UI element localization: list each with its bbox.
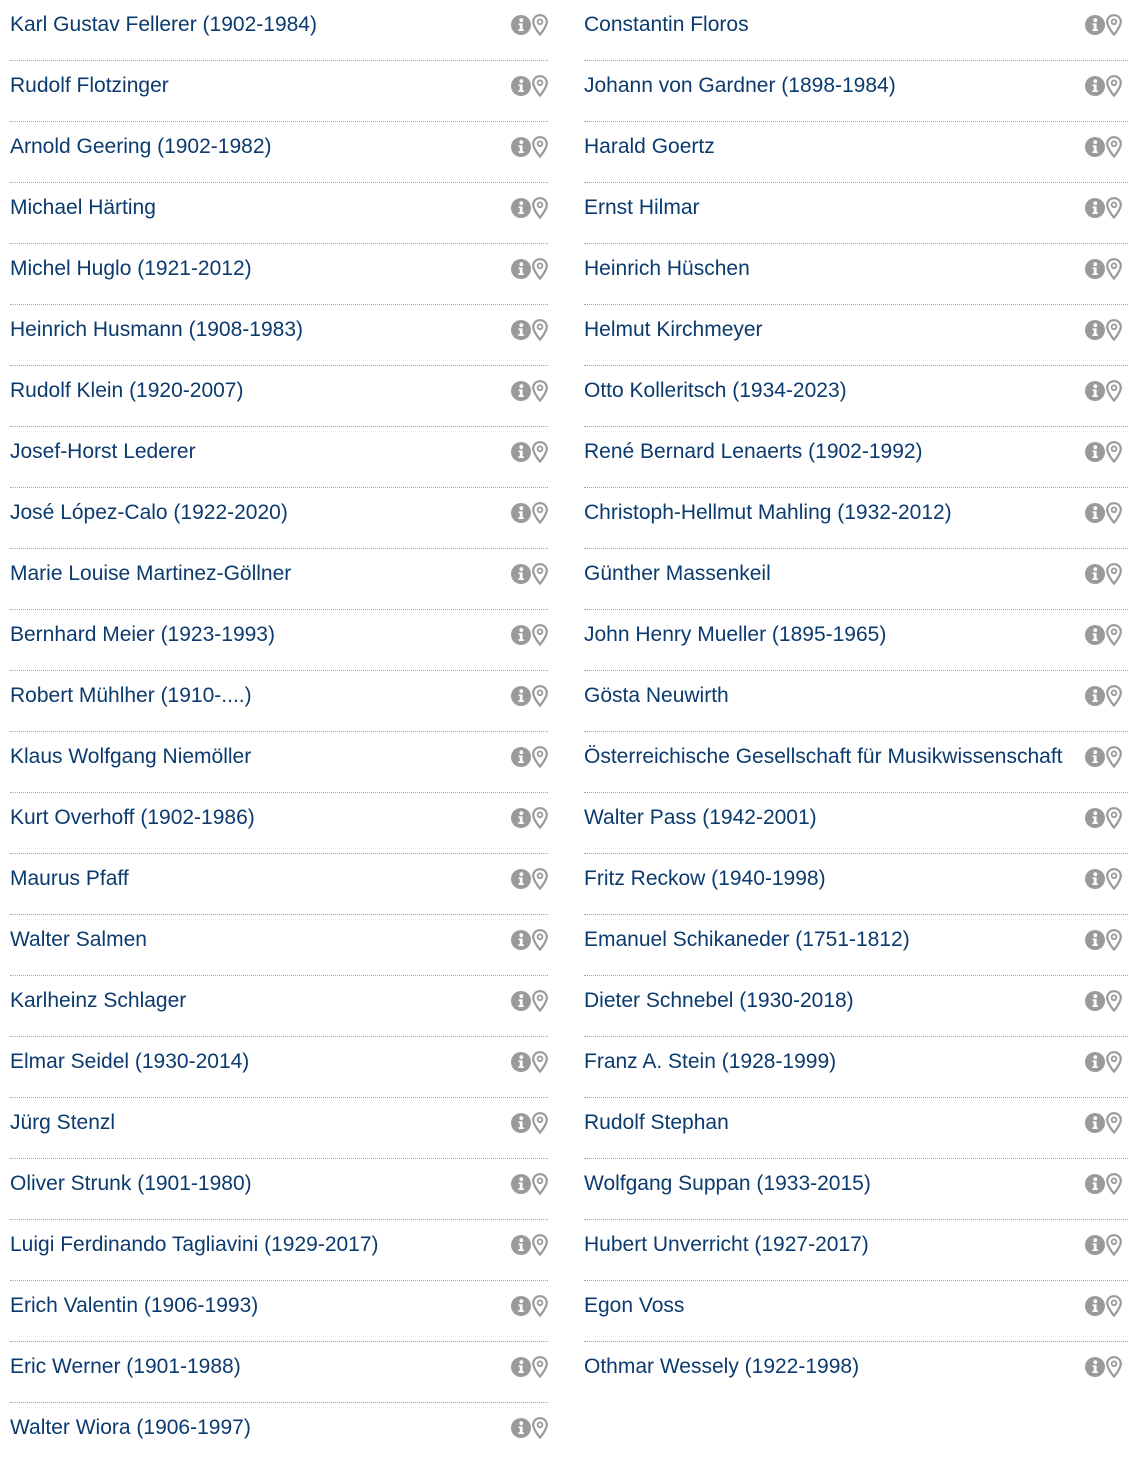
person-name-link[interactable]: Elmar Seidel (1930-2014) — [10, 1050, 250, 1073]
person-name-link[interactable]: Österreichische Gesellschaft für Musikwissenschaft — [584, 745, 1063, 768]
row-actions — [1085, 990, 1122, 1012]
row-actions — [511, 1112, 548, 1134]
person-name-link[interactable]: Emanuel Schikaneder (1751-1812) — [584, 928, 910, 951]
map-pin-icon[interactable] — [532, 807, 548, 829]
person-name-link[interactable]: Kurt Overhoff (1902-1986) — [10, 806, 255, 829]
info-circle-icon[interactable] — [1085, 869, 1105, 889]
person-name-link[interactable]: Christoph-Hellmut Mahling (1932-2012) — [584, 501, 952, 524]
person-name-link[interactable]: Gösta Neuwirth — [584, 684, 729, 707]
info-circle-icon[interactable] — [1085, 259, 1105, 279]
info-circle-icon[interactable] — [1085, 198, 1105, 218]
row-actions — [511, 136, 548, 158]
person-name-link[interactable]: Josef-Horst Lederer — [10, 440, 196, 463]
row-actions — [511, 563, 548, 585]
row-actions — [1085, 1356, 1122, 1378]
list-item — [10, 427, 548, 488]
info-circle-icon[interactable] — [1085, 564, 1105, 584]
person-name-link[interactable]: Ernst Hilmar — [584, 196, 700, 219]
row-actions — [511, 929, 548, 951]
list-item — [10, 610, 548, 671]
map-pin-icon[interactable] — [532, 441, 548, 463]
person-name-link[interactable]: Otto Kolleritsch (1934-2023) — [584, 379, 847, 402]
map-pin-icon[interactable] — [1106, 14, 1122, 36]
map-pin-icon[interactable] — [1106, 868, 1122, 890]
list-item — [584, 366, 1128, 427]
list-item — [584, 793, 1128, 854]
row-actions — [1085, 441, 1122, 463]
list-item — [584, 976, 1128, 1037]
person-name-link[interactable]: Walter Salmen — [10, 928, 147, 951]
row-actions — [511, 14, 548, 36]
info-circle-icon[interactable] — [1085, 503, 1105, 523]
info-circle-icon[interactable] — [1085, 1296, 1105, 1316]
row-actions — [511, 1051, 548, 1073]
list-item — [584, 732, 1128, 793]
person-name-link[interactable]: Heinrich Husmann (1908-1983) — [10, 318, 303, 341]
list-item — [10, 976, 548, 1037]
row-actions — [511, 1295, 548, 1317]
row-actions — [511, 441, 548, 463]
person-name-link[interactable]: Walter Pass (1942-2001) — [584, 806, 817, 829]
info-circle-icon[interactable] — [511, 1357, 531, 1377]
list-item — [584, 122, 1128, 183]
row-actions — [511, 502, 548, 524]
row-actions — [1085, 75, 1122, 97]
info-circle-icon[interactable] — [1085, 1174, 1105, 1194]
map-pin-icon[interactable] — [532, 319, 548, 341]
person-name-link[interactable]: José López-Calo (1922-2020) — [10, 501, 288, 524]
row-actions — [1085, 929, 1122, 951]
map-pin-icon[interactable] — [532, 258, 548, 280]
map-pin-icon[interactable] — [532, 1173, 548, 1195]
list-item — [10, 671, 548, 732]
left-person-list — [10, 0, 548, 1464]
info-circle-icon[interactable] — [511, 503, 531, 523]
person-name-link[interactable]: Michel Huglo (1921-2012) — [10, 257, 252, 280]
map-pin-icon[interactable] — [1106, 258, 1122, 280]
list-item — [10, 854, 548, 915]
person-name-link[interactable]: Robert Mühlher (1910-....) — [10, 684, 252, 707]
info-circle-icon[interactable] — [511, 1235, 531, 1255]
map-pin-icon[interactable] — [532, 746, 548, 768]
row-actions — [511, 746, 548, 768]
info-circle-icon[interactable] — [1085, 1235, 1105, 1255]
person-name-link[interactable]: Jürg Stenzl — [10, 1111, 116, 1134]
list-item — [584, 549, 1128, 610]
row-actions — [1085, 746, 1122, 768]
person-name-link[interactable]: Maurus Pfaff — [10, 867, 129, 890]
list-item — [10, 1281, 548, 1342]
map-pin-icon[interactable] — [532, 197, 548, 219]
info-circle-icon[interactable] — [1085, 76, 1105, 96]
map-pin-icon[interactable] — [1106, 807, 1122, 829]
map-pin-icon[interactable] — [1106, 1051, 1122, 1073]
row-actions — [1085, 136, 1122, 158]
person-name-link[interactable]: Egon Voss — [584, 1294, 685, 1317]
info-circle-icon[interactable] — [511, 320, 531, 340]
info-circle-icon[interactable] — [511, 869, 531, 889]
info-circle-icon[interactable] — [1085, 1113, 1105, 1133]
row-actions — [511, 685, 548, 707]
map-pin-icon[interactable] — [1106, 441, 1122, 463]
row-actions — [511, 319, 548, 341]
list-item — [10, 183, 548, 244]
list-item — [10, 0, 548, 61]
map-pin-icon[interactable] — [1106, 746, 1122, 768]
row-actions — [1085, 563, 1122, 585]
person-name-link[interactable]: Bernhard Meier (1923-1993) — [10, 623, 275, 646]
list-item — [10, 305, 548, 366]
info-circle-icon[interactable] — [511, 137, 531, 157]
person-name-link[interactable]: Michael Härting — [10, 196, 156, 219]
list-item — [584, 1342, 1128, 1403]
info-circle-icon[interactable] — [1085, 1052, 1105, 1072]
row-actions — [1085, 624, 1122, 646]
row-actions — [1085, 685, 1122, 707]
row-actions — [1085, 1173, 1122, 1195]
row-actions — [511, 75, 548, 97]
row-actions — [1085, 1051, 1122, 1073]
info-circle-icon[interactable] — [511, 991, 531, 1011]
person-name-link[interactable]: Rudolf Flotzinger — [10, 74, 169, 97]
person-name-link[interactable]: John Henry Mueller (1895-1965) — [584, 623, 887, 646]
person-name-link[interactable]: Günther Massenkeil — [584, 562, 771, 585]
person-name-link[interactable]: Karlheinz Schlager — [10, 989, 187, 1012]
info-circle-icon[interactable] — [511, 1113, 531, 1133]
info-circle-icon[interactable] — [1085, 686, 1105, 706]
map-pin-icon[interactable] — [1106, 624, 1122, 646]
list-item — [584, 305, 1128, 366]
person-name-link[interactable]: Luigi Ferdinando Tagliavini (1929-2017) — [10, 1233, 379, 1256]
map-pin-icon[interactable] — [1106, 929, 1122, 951]
map-pin-icon[interactable] — [1106, 502, 1122, 524]
person-name-link[interactable]: Harald Goertz — [584, 135, 715, 158]
info-circle-icon[interactable] — [1085, 320, 1105, 340]
info-circle-icon[interactable] — [1085, 747, 1105, 767]
list-item — [584, 671, 1128, 732]
list-item — [584, 183, 1128, 244]
list-item — [10, 915, 548, 976]
info-circle-icon[interactable] — [511, 1418, 531, 1438]
list-item — [10, 549, 548, 610]
info-circle-icon[interactable] — [1085, 991, 1105, 1011]
row-actions — [511, 380, 548, 402]
person-name-link[interactable]: Marie Louise Martinez-Göllner — [10, 562, 292, 585]
list-item — [584, 1037, 1128, 1098]
info-circle-icon[interactable] — [511, 930, 531, 950]
map-pin-icon[interactable] — [532, 502, 548, 524]
map-pin-icon[interactable] — [1106, 380, 1122, 402]
person-name-link[interactable]: Rudolf Klein (1920-2007) — [10, 379, 244, 402]
list-item — [584, 915, 1128, 976]
map-pin-icon[interactable] — [532, 380, 548, 402]
list-item — [10, 1220, 548, 1281]
map-pin-icon[interactable] — [1106, 319, 1122, 341]
info-circle-icon[interactable] — [511, 1052, 531, 1072]
person-name-link[interactable]: Dieter Schnebel (1930-2018) — [584, 989, 854, 1012]
right-person-list — [584, 0, 1128, 1403]
info-circle-icon[interactable] — [1085, 930, 1105, 950]
map-pin-icon[interactable] — [532, 1112, 548, 1134]
map-pin-icon[interactable] — [1106, 1234, 1122, 1256]
list-item — [584, 61, 1128, 122]
info-circle-icon[interactable] — [511, 15, 531, 35]
row-actions — [1085, 380, 1122, 402]
person-name-link[interactable]: Helmut Kirchmeyer — [584, 318, 763, 341]
list-item — [10, 1342, 548, 1403]
person-name-link[interactable]: Eric Werner (1901-1988) — [10, 1355, 241, 1378]
map-pin-icon[interactable] — [1106, 1356, 1122, 1378]
person-name-link[interactable]: Karl Gustav Fellerer (1902-1984) — [10, 13, 317, 36]
info-circle-icon[interactable] — [511, 198, 531, 218]
map-pin-icon[interactable] — [532, 868, 548, 890]
row-actions — [511, 624, 548, 646]
info-circle-icon[interactable] — [1085, 137, 1105, 157]
info-circle-icon[interactable] — [1085, 15, 1105, 35]
list-item — [10, 122, 548, 183]
map-pin-icon[interactable] — [1106, 1295, 1122, 1317]
info-circle-icon[interactable] — [511, 442, 531, 462]
person-name-link[interactable]: Othmar Wessely (1922-1998) — [584, 1355, 860, 1378]
info-circle-icon[interactable] — [511, 259, 531, 279]
row-actions — [511, 1173, 548, 1195]
map-pin-icon[interactable] — [532, 1356, 548, 1378]
person-name-link[interactable]: René Bernard Lenaerts (1902-1992) — [584, 440, 923, 463]
row-actions — [511, 1417, 548, 1439]
info-circle-icon[interactable] — [511, 564, 531, 584]
list-item — [584, 427, 1128, 488]
map-pin-icon[interactable] — [1106, 685, 1122, 707]
row-actions — [511, 1234, 548, 1256]
person-name-link[interactable]: Heinrich Hüschen — [584, 257, 750, 280]
info-circle-icon[interactable] — [1085, 442, 1105, 462]
person-name-link[interactable]: Wolfgang Suppan (1933-2015) — [584, 1172, 871, 1195]
person-name-link[interactable]: Fritz Reckow (1940-1998) — [584, 867, 826, 890]
row-actions — [511, 258, 548, 280]
map-pin-icon[interactable] — [1106, 197, 1122, 219]
list-item — [584, 0, 1128, 61]
row-actions — [1085, 14, 1122, 36]
info-circle-icon[interactable] — [511, 625, 531, 645]
info-circle-icon[interactable] — [1085, 625, 1105, 645]
info-circle-icon[interactable] — [511, 747, 531, 767]
row-actions — [1085, 1295, 1122, 1317]
list-item — [10, 366, 548, 427]
map-pin-icon[interactable] — [532, 563, 548, 585]
info-circle-icon[interactable] — [511, 808, 531, 828]
row-actions — [1085, 868, 1122, 890]
info-circle-icon[interactable] — [511, 76, 531, 96]
map-pin-icon[interactable] — [1106, 1173, 1122, 1195]
row-actions — [1085, 319, 1122, 341]
list-item — [10, 1037, 548, 1098]
map-pin-icon[interactable] — [532, 75, 548, 97]
map-pin-icon[interactable] — [532, 1417, 548, 1439]
row-actions — [511, 990, 548, 1012]
row-actions — [511, 807, 548, 829]
map-pin-icon[interactable] — [532, 685, 548, 707]
row-actions — [1085, 1234, 1122, 1256]
row-actions — [511, 197, 548, 219]
person-name-link[interactable]: Erich Valentin (1906-1993) — [10, 1294, 259, 1317]
row-actions — [511, 1356, 548, 1378]
list-item — [10, 1159, 548, 1220]
map-pin-icon[interactable] — [532, 929, 548, 951]
row-actions — [1085, 258, 1122, 280]
row-actions — [1085, 502, 1122, 524]
row-actions — [1085, 197, 1122, 219]
person-name-link[interactable]: Constantin Floros — [584, 13, 749, 36]
info-circle-icon[interactable] — [511, 1296, 531, 1316]
info-circle-icon[interactable] — [1085, 381, 1105, 401]
row-actions — [1085, 1112, 1122, 1134]
list-item — [584, 488, 1128, 549]
map-pin-icon[interactable] — [1106, 563, 1122, 585]
map-pin-icon[interactable] — [532, 1295, 548, 1317]
map-pin-icon[interactable] — [532, 136, 548, 158]
map-pin-icon[interactable] — [532, 14, 548, 36]
list-item — [10, 1403, 548, 1464]
info-circle-icon[interactable] — [511, 686, 531, 706]
map-pin-icon[interactable] — [1106, 136, 1122, 158]
list-item — [584, 1098, 1128, 1159]
map-pin-icon[interactable] — [1106, 1112, 1122, 1134]
map-pin-icon[interactable] — [532, 1051, 548, 1073]
person-name-link[interactable]: Johann von Gardner (1898-1984) — [584, 74, 896, 97]
list-item — [10, 244, 548, 305]
list-item — [10, 1098, 548, 1159]
person-name-link[interactable]: Oliver Strunk (1901-1980) — [10, 1172, 252, 1195]
info-circle-icon[interactable] — [511, 1174, 531, 1194]
person-name-link[interactable]: Hubert Unverricht (1927-2017) — [584, 1233, 869, 1256]
person-name-link[interactable]: Walter Wiora (1906-1997) — [10, 1416, 251, 1439]
info-circle-icon[interactable] — [511, 381, 531, 401]
row-actions — [511, 868, 548, 890]
list-item — [10, 488, 548, 549]
person-name-link[interactable]: Arnold Geering (1902-1982) — [10, 135, 272, 158]
info-circle-icon[interactable] — [1085, 808, 1105, 828]
info-circle-icon[interactable] — [1085, 1357, 1105, 1377]
map-pin-icon[interactable] — [1106, 990, 1122, 1012]
list-item — [584, 1220, 1128, 1281]
person-name-link[interactable]: Klaus Wolfgang Niemöller — [10, 745, 252, 768]
map-pin-icon[interactable] — [532, 990, 548, 1012]
person-name-link[interactable]: Franz A. Stein (1928-1999) — [584, 1050, 837, 1073]
map-pin-icon[interactable] — [532, 1234, 548, 1256]
row-actions — [1085, 807, 1122, 829]
map-pin-icon[interactable] — [1106, 75, 1122, 97]
list-item — [584, 244, 1128, 305]
list-item — [584, 610, 1128, 671]
list-item — [10, 793, 548, 854]
person-name-link[interactable]: Rudolf Stephan — [584, 1111, 729, 1134]
list-item — [584, 1159, 1128, 1220]
list-item — [10, 61, 548, 122]
list-item — [584, 1281, 1128, 1342]
map-pin-icon[interactable] — [532, 624, 548, 646]
list-item — [10, 732, 548, 793]
list-item — [584, 854, 1128, 915]
